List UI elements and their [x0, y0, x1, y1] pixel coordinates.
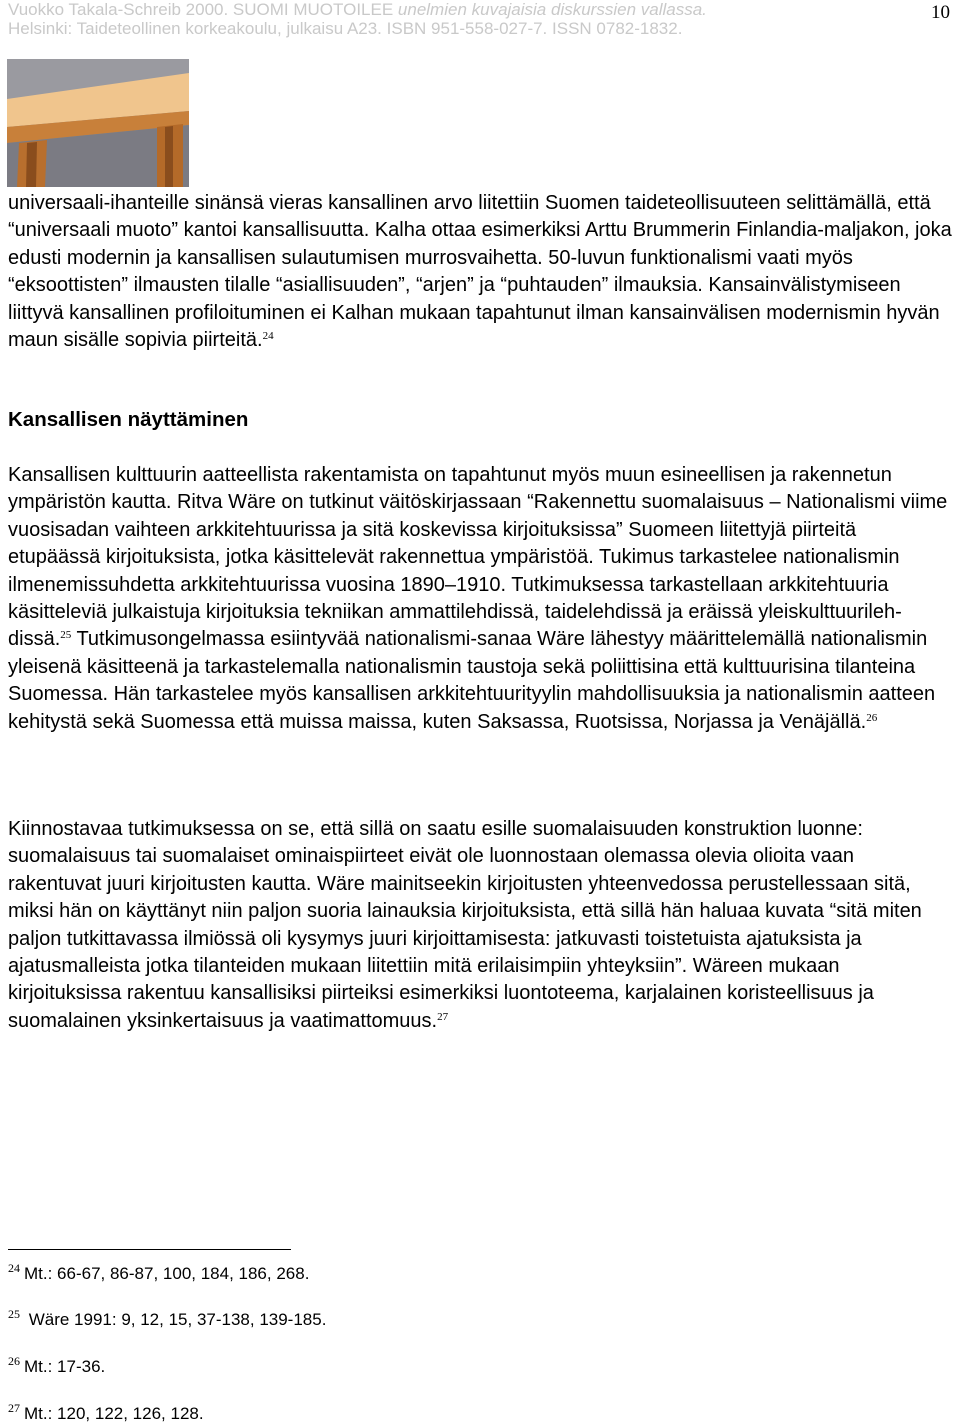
paragraph-2 — [8, 462, 952, 736]
footnote-text: Mt.: 17-36. — [24, 1357, 106, 1376]
paragraph-3 — [8, 816, 952, 1035]
footnote-ref-27: 27 — [437, 1010, 449, 1023]
header-subtitle: unelmien kuvajaisia diskurssien vallassa. — [397, 0, 707, 19]
footnote-number: 24 — [8, 1261, 20, 1275]
paragraph-1 — [8, 190, 952, 354]
footnote-27 — [8, 1401, 204, 1424]
paragraph-1-text: universaali-ihanteille sinänsä vieras kansallinen arvo liitettiin Suomen taideteollisuuteen selittämällä, että “universaali muoto” kantoi kansallisuutta. Kalha ottaa esimerkiksi Arttu Brummerin Finlandia-maljakon, joka edusti modernin ja kansallisen sulautumisen murrosvaihetta. 50-luvun funktionalismi vaati myös “eksoottisten” ilmausten tilalle “asiallisuuden”, “arjen” ja “puhtauden” ilmauksia. Kansainvälistymiseen liittyvä kansallinen profiloituminen ei Kalhan mukaan tapahtunut ilman kansainvälisen modernismin hyvän maun sisälle sopivia piirteitä. — [8, 192, 952, 352]
footnote-25 — [8, 1307, 327, 1330]
footnote-number: 25 — [8, 1307, 20, 1321]
footnote-ref-25: 25 — [60, 629, 72, 642]
header-author: Vuokko Takala-Schreib 2000. SUOMI MUOTOILEE — [8, 0, 398, 19]
page-number: 10 — [931, 2, 950, 23]
footnote-text: Wäre 1991: 9, 12, 15, 37-138, 139-185. — [24, 1310, 327, 1329]
footnote-24 — [8, 1261, 310, 1284]
paragraph-2-text-a: Kansallisen kulttuurin aatteellista rakentamista on tapahtunut myös muun esineellisen ja rakennetun ympäristön kautta. Ritva Wäre on tutkinut väitöskirjassaan “Rakennettu suomalaisuus – Nationalismi viime vuosisadan vaihteen arkkitehtuurissa ja sitä koskevissa kirjoituksissa” Suomeen liitettyjä piirteitä etupäässä kirjoituksista, jotka käsittelevät rakennettua ympäristöä. Tukimus tarkastelee nationalismin ilmenemissuhdetta arkkitehtuurissa vuosina 1890–1910. Tutkimuksessa tarkastellaan arkkitehtuuria käsitteleviä julkaistuja kirjoituksia tekniikan ammattilehdissä, taidelehdissä ja eräissä yleiskulttuurilehdissä. — [8, 464, 948, 651]
running-header-line1 — [8, 0, 707, 20]
paragraph-3-text: Kiinnostavaa tutkimuksessa on se, että sillä on saatu esille suomalaisuuden konstruktion luonne: suomalaisuus tai suomalaiset ominaispiirteet eivät ole luonnostaan olemassa olevia olioita vaan rakentuvat juuri kirjoitusten kautta. Wäre mainitseekin kirjoitusten yhteenvedossa perustellessaan sitä, miksi hän on käyttänyt niin paljon suoria lainauksia kirjoituksista, että sillä hän haluaa kuvata “sitä miten paljon tutkittavassa ilmiössä oli kysymys juuri kirjoittamisesta: jatkuvasti toistetuista ajatuksista ja ajatusmalleista jotka tilanteiden mukaan liitettiin mitä erilaisimpiin yhteyksiin”. Wäreen mukaan kirjoituksissa rakentuu kansallisiksi piirteiksi esimerkiksi luontoteema, karjalainen koristeellisuus ja suomalainen yksinkertaisuus ja vaatimattomuus. — [8, 818, 922, 1032]
footnote-number: 27 — [8, 1401, 20, 1415]
footnote-text: Mt.: 66-67, 86-87, 100, 184, 186, 268. — [24, 1264, 310, 1283]
footnote-ref-24: 24 — [262, 330, 274, 343]
footnote-26 — [8, 1354, 106, 1377]
footnote-number: 26 — [8, 1354, 20, 1368]
footnote-text: Mt.: 120, 122, 126, 128. — [24, 1404, 204, 1423]
section-heading: Kansallisen näyttäminen — [8, 408, 249, 431]
paragraph-2-text-b: Tutkimusongelmassa esiintyvää nationalismi-sanaa Wäre lähestyy määrittelemällä nationalismin yleisenä käsitteenä ja tarkastelemalla nationalismin taustoja sekä poliittisina että kulttuurisina tilanteina Suomessa. Hän tarkastelee myös kansallisen arkkitehtuurityylin mahdollisuuksia ja nationalismin aatteen kehitystä sekä Suomessa että muissa maissa, kuten Saksassa, Ruotsissa, Norjassa ja Venäjällä. — [8, 628, 936, 733]
chair-image — [7, 59, 189, 187]
footnote-separator — [8, 1249, 291, 1250]
footnote-ref-26: 26 — [866, 711, 878, 724]
running-header-line2: Helsinki: Taideteollinen korkeakoulu, julkaisu A23. ISBN 951-558-027-7. ISSN 0782-1832. — [8, 19, 683, 38]
